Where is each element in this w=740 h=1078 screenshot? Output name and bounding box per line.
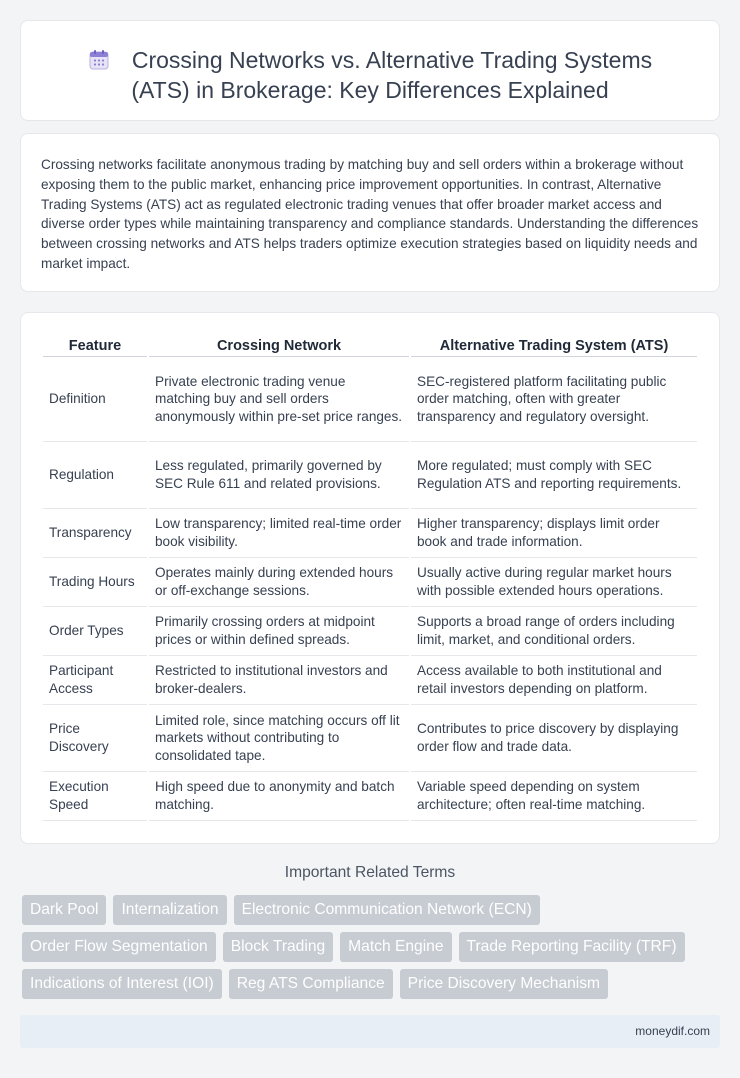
tag-trf[interactable]: Trade Reporting Facility (TRF) — [459, 932, 685, 962]
row-feature: Definition — [43, 357, 147, 442]
table-row — [43, 509, 697, 558]
row-crossing: Low transparency; limited real-time order book visibility. — [149, 509, 409, 558]
tag-price-discovery-mechanism[interactable]: Price Discovery Mechanism — [400, 969, 608, 999]
row-ats: More regulated; must comply with SEC Regulation ATS and reporting requirements. — [411, 442, 697, 509]
row-crossing: Less regulated, primarily governed by SEC Rule 611 and related provisions. — [149, 442, 409, 509]
tag-dark-pool[interactable]: Dark Pool — [22, 895, 106, 925]
row-crossing: Operates mainly during extended hours or off-exchange sessions. — [149, 558, 409, 607]
row-ats: Higher transparency; displays limit order book and trade information. — [411, 509, 697, 558]
footer — [20, 1015, 720, 1048]
related-terms-tags — [22, 895, 722, 999]
row-feature: Trading Hours — [43, 558, 147, 607]
table-row — [43, 357, 697, 442]
table-row — [43, 558, 697, 607]
related-terms-title: Important Related Terms — [284, 864, 456, 881]
header-crossing-network: Crossing Network — [149, 333, 409, 357]
table-row — [43, 772, 697, 821]
tag-ecn[interactable]: Electronic Communication Network (ECN) — [234, 895, 540, 925]
footer-site[interactable]: moneydif.com — [635, 1024, 710, 1038]
row-feature: Execution Speed — [43, 772, 147, 821]
row-crossing: Restricted to institutional investors and broker-dealers. — [149, 656, 409, 705]
row-feature: Participant Access — [43, 656, 147, 705]
tag-ioi[interactable]: Indications of Interest (IOI) — [22, 969, 222, 999]
row-ats: Contributes to price discovery by displaying order flow and trade data. — [411, 705, 697, 772]
table-row — [43, 656, 697, 705]
row-ats: SEC-registered platform facilitating public order matching, often with greater transparency and regulatory oversight. — [411, 357, 697, 442]
tag-block-trading[interactable]: Block Trading — [223, 932, 333, 962]
row-feature: Price Discovery — [43, 705, 147, 772]
row-crossing: Limited role, since matching occurs off lit markets without contributing to consolidated tape. — [149, 705, 409, 772]
row-crossing: High speed due to anonymity and batch matching. — [149, 772, 409, 821]
row-feature: Order Types — [43, 607, 147, 656]
table-row — [43, 607, 697, 656]
intro-card — [20, 133, 720, 292]
tag-internalization[interactable]: Internalization — [113, 895, 226, 925]
comparison-card — [20, 312, 720, 844]
tag-reg-ats-compliance[interactable]: Reg ATS Compliance — [229, 969, 393, 999]
title-line-1: Crossing Networks vs. Alternative Trading Systems — [131, 47, 653, 73]
title-line-2: (ATS) in Brokerage: Key Differences Explained — [131, 77, 609, 103]
comparison-table — [41, 333, 699, 821]
row-ats: Supports a broad range of orders including limit, market, and conditional orders. — [411, 607, 697, 656]
row-crossing: Private electronic trading venue matching buy and sell orders anonymously within pre-set price ranges. — [149, 357, 409, 442]
calendar-icon — [88, 49, 110, 71]
tag-match-engine[interactable]: Match Engine — [340, 932, 451, 962]
row-feature: Regulation — [43, 442, 147, 509]
row-ats: Access available to both institutional and retail investors depending on platform. — [411, 656, 697, 705]
header-ats: Alternative Trading System (ATS) — [411, 333, 697, 357]
title-card — [20, 20, 720, 121]
table-row — [43, 705, 697, 772]
table-row — [43, 442, 697, 509]
row-feature: Transparency — [43, 509, 147, 558]
page-title — [21, 45, 719, 105]
row-crossing: Primarily crossing orders at midpoint prices or within defined spreads. — [149, 607, 409, 656]
tag-order-flow-segmentation[interactable]: Order Flow Segmentation — [22, 932, 216, 962]
intro-paragraph: Crossing networks facilitate anonymous trading by matching buy and sell orders within a brokerage without exposing them to the public market, enhancing price improvement opportunities. In contrast, Alternative Trading Systems (ATS) act as regulated electronic trading venues that offer broader market access and diverse order types while maintaining transparency and compliance standards. Understanding the differences between crossing networks and ATS helps traders optimize execution strategies based on liquidity needs and market impact. — [41, 157, 699, 271]
table-header-row — [43, 333, 697, 357]
header-feature: Feature — [43, 333, 147, 357]
row-ats: Usually active during regular market hours with possible extended hours operations. — [411, 558, 697, 607]
row-ats: Variable speed depending on system architecture; often real-time matching. — [411, 772, 697, 821]
